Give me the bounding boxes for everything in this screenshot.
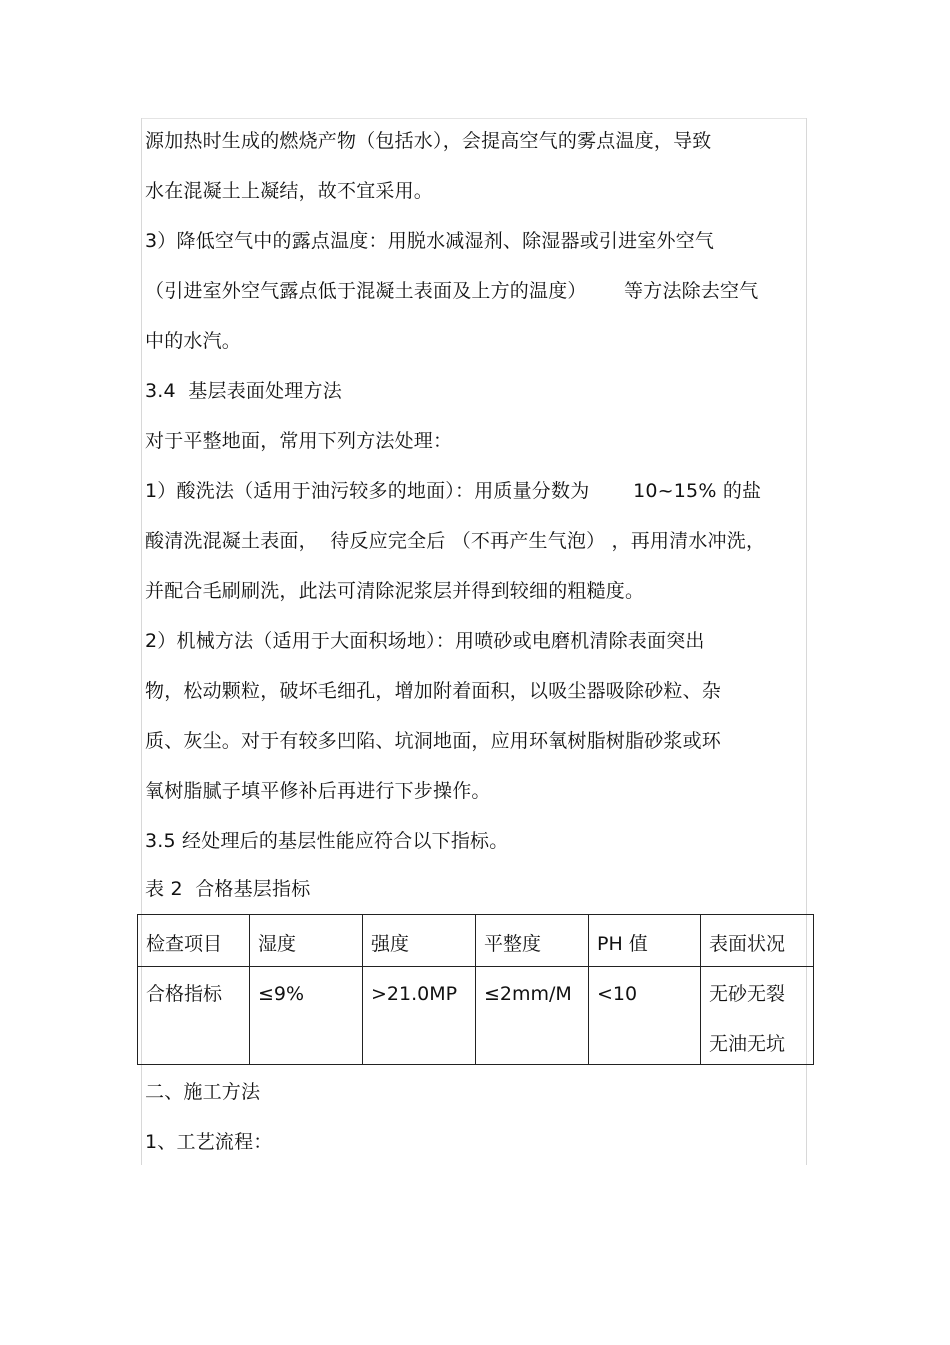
table-caption: 表 2 合格基层指标 [145, 878, 311, 900]
text-line-10: 并配合毛刷刷洗，此法可清除泥浆层并得到较细的粗糙度。 [145, 580, 645, 602]
text-line-9: 酸清洗混凝土表面， 待反应完全后 （不再产生气泡） ，再用清水冲洗， [145, 530, 766, 552]
table-cell [363, 967, 476, 1065]
text-line-12: 物，松动颗粒，破坏毛细孔，增加附着面积，以吸尘器吸除砂粒、杂 [145, 680, 722, 702]
section-heading-3-4: 3.4 基层表面处理方法 [145, 380, 342, 402]
spec-table [137, 914, 814, 1065]
section-heading-3-5: 3.5 经处理后的基层性能应符合以下指标。 [145, 830, 509, 852]
text-line-14: 氧树脂腻子填平修补后再进行下步操作。 [145, 780, 491, 802]
table-header-row [138, 915, 814, 967]
table-row [138, 967, 814, 1065]
table-cell-text: ≤9% [258, 983, 305, 1005]
table-cell-text: ≤2mm/M [484, 983, 572, 1005]
table-cell [138, 967, 250, 1065]
table-cell-text: >21.0MP [371, 983, 458, 1005]
section-heading-construction-method: 二、施工方法 [145, 1081, 261, 1103]
table-header-cell: 表面状况 [701, 915, 814, 967]
table-cell-text: 合格指标 [146, 983, 223, 1005]
page-frame-top [141, 118, 807, 119]
text-line-4: （引进室外空气露点低于混凝土表面及上方的温度） 等方法除去空气 [145, 280, 759, 302]
text-line-8: 1）酸洗法（适用于油污较多的地面）：用质量分数为 10~15% 的盐 [145, 480, 762, 502]
text-line-3: 3）降低空气中的露点温度：用脱水减湿剂、除湿器或引进室外空气 [145, 230, 715, 252]
table-cell-text: 无油无坑 [709, 1033, 786, 1055]
text-line-7: 对于平整地面，常用下列方法处理： [145, 430, 453, 452]
table-header-cell: 强度 [363, 915, 476, 967]
sub-heading-process-flow: 1、工艺流程： [145, 1131, 273, 1153]
table-cell-text: 无砂无裂 [709, 983, 786, 1005]
table-header-cell: 湿度 [250, 915, 363, 967]
text-line-1: 源加热时生成的燃烧产物（包括水），会提高空气的雾点温度，导致 [145, 130, 712, 152]
text-line-2: 水在混凝土上凝结，故不宜采用。 [145, 180, 434, 202]
table-cell [476, 967, 589, 1065]
table-cell-text: <10 [597, 983, 638, 1005]
text-line-13: 质、灰尘。对于有较多凹陷、坑洞地面，应用环氧树脂树脂砂浆或环 [145, 730, 722, 752]
table-header-cell: 平整度 [476, 915, 589, 967]
table-header-cell: 检查项目 [138, 915, 250, 967]
text-line-5: 中的水汽。 [145, 330, 242, 352]
text-line-11: 2）机械方法（适用于大面积场地）：用喷砂或电磨机清除表面突出 [145, 630, 705, 652]
table-cell [701, 967, 814, 1065]
table-cell [250, 967, 363, 1065]
table-cell [589, 967, 701, 1065]
table-header-cell: PH 值 [589, 915, 701, 967]
